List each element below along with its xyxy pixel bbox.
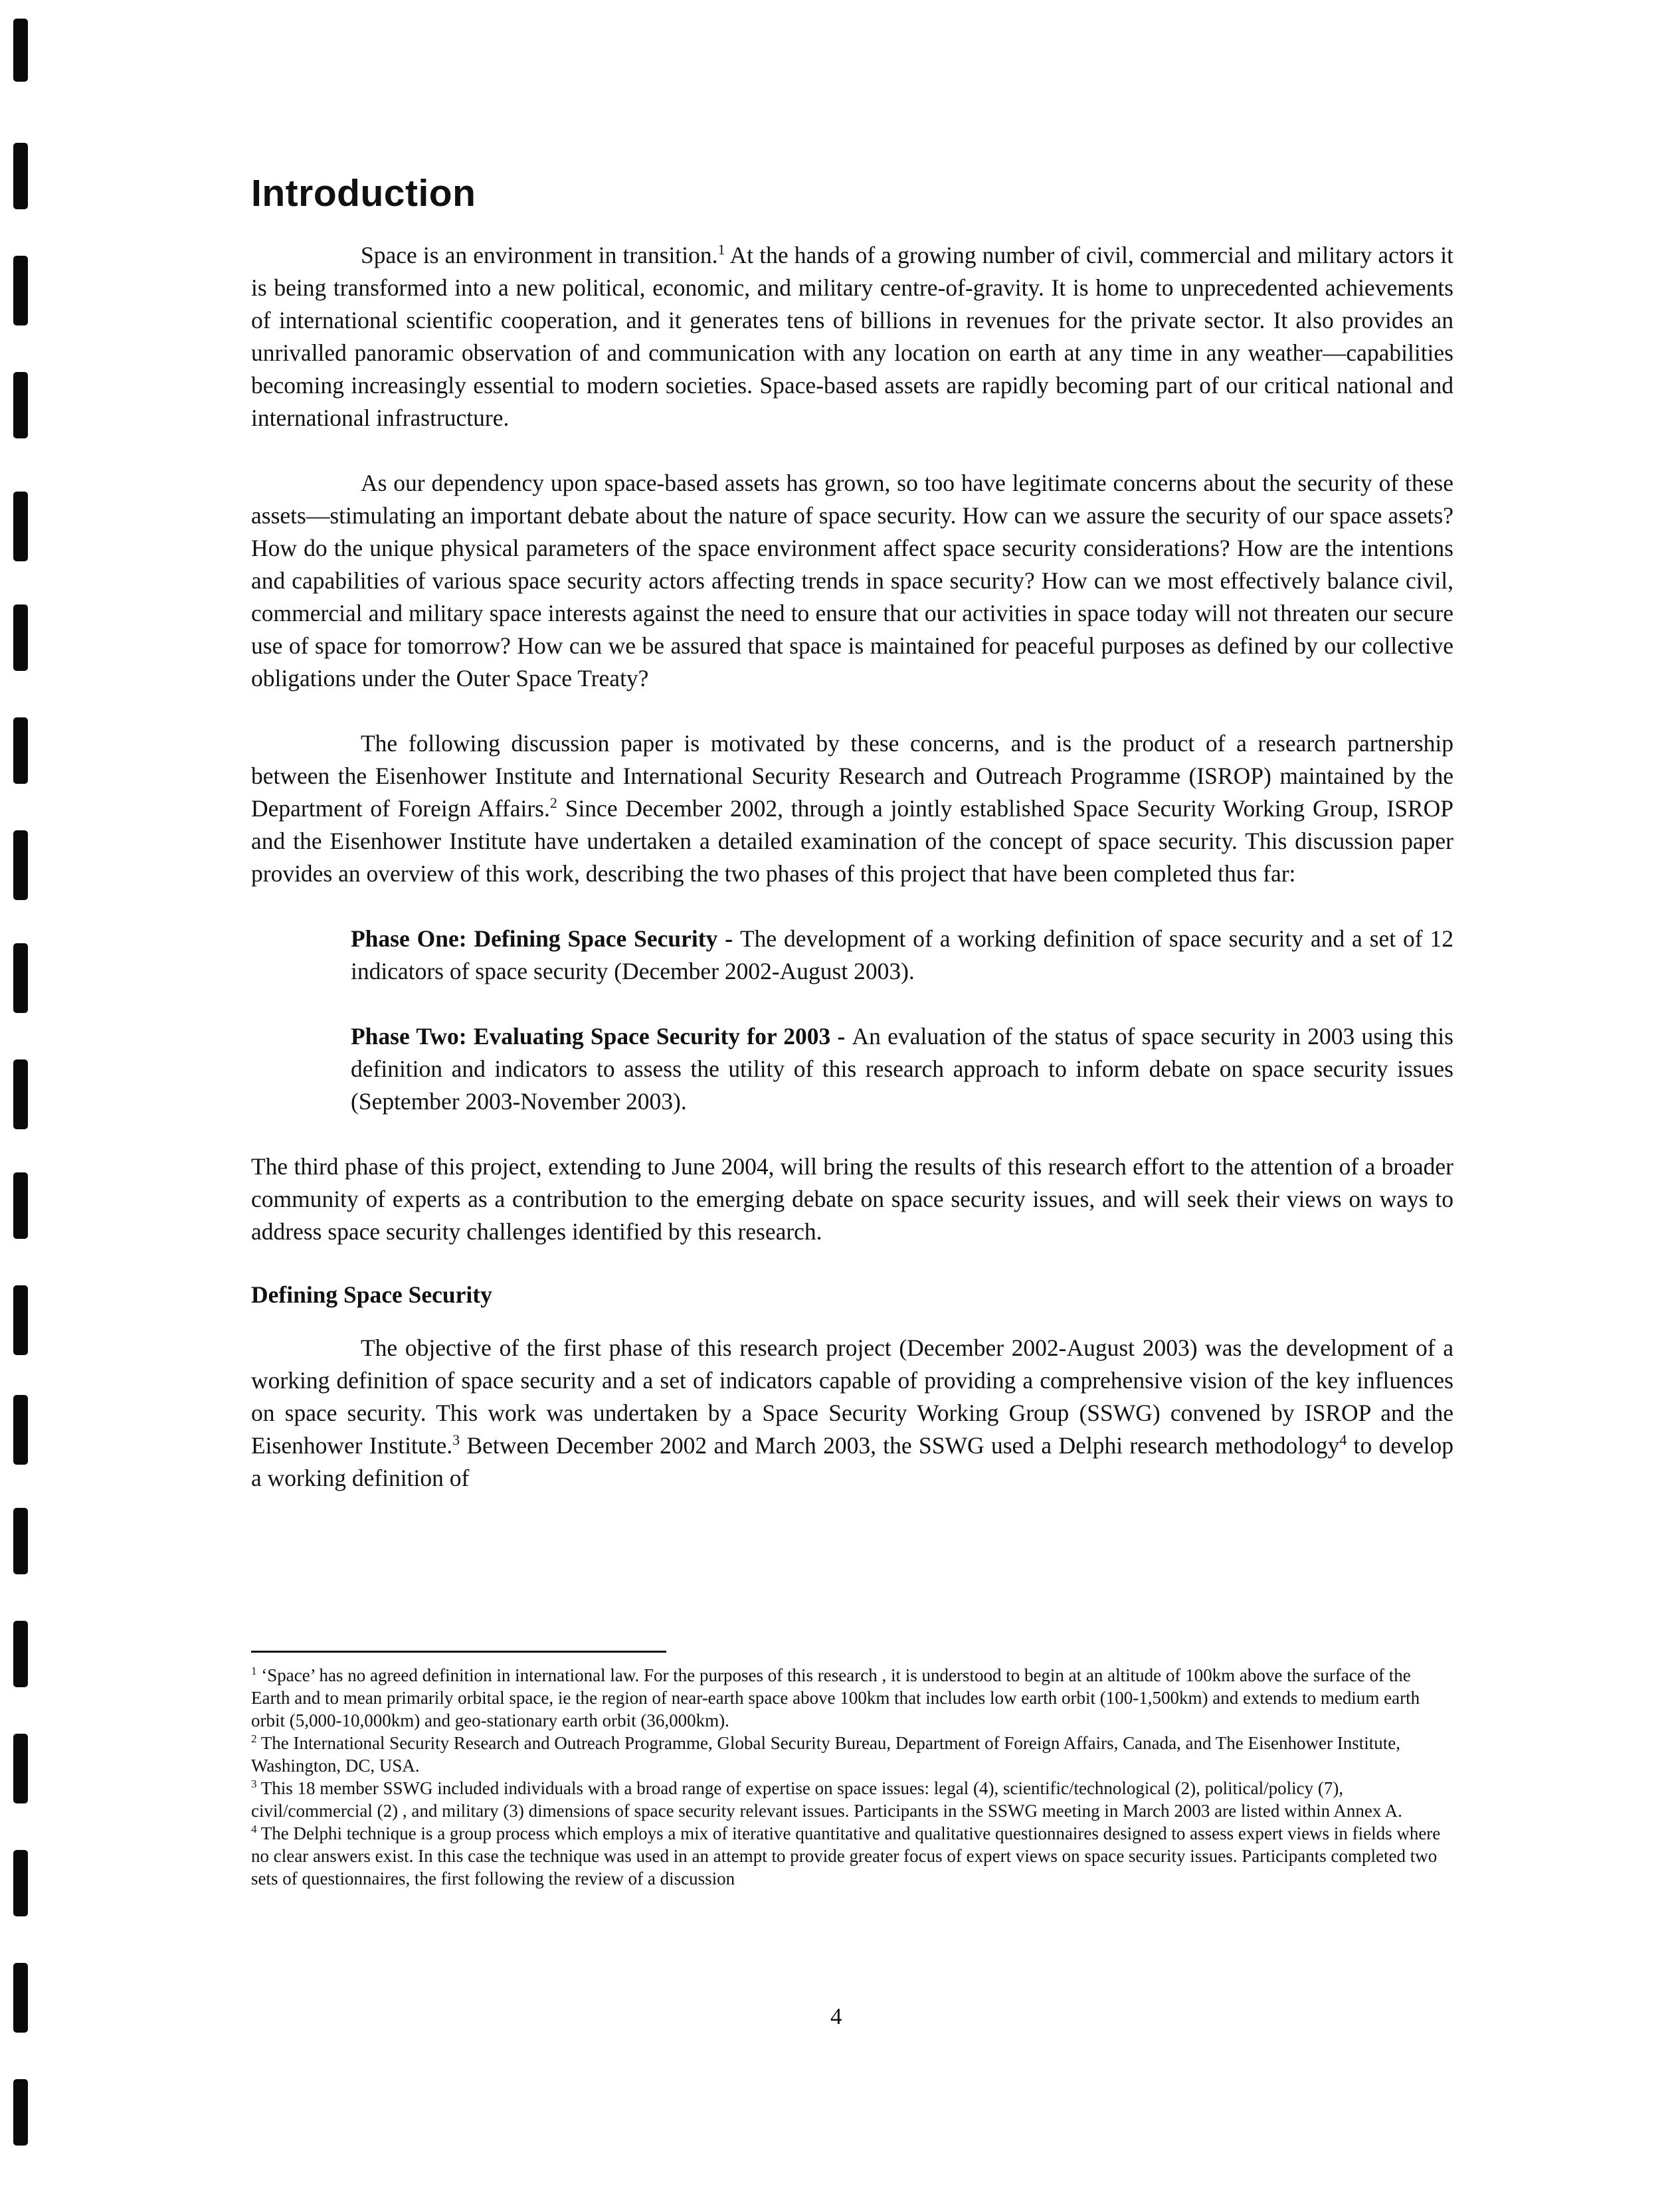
footnote-text: ‘Space’ has no agreed definition in international law. For the purposes of this research , it is understood to begin at an altitude of 100km above the surface of the Earth and to mean primarily orbital space, ie the region of near-earth space above 100km that includes low earth orbit (100-1,500km) and extends to medium earth orbit (5,000-10,000km) and geo-stationary earth orbit (36,000km). bbox=[251, 1665, 1420, 1730]
binding-mark bbox=[13, 1395, 28, 1465]
footnote-ref-1: 1 bbox=[717, 241, 725, 258]
paragraph-5-text-c: to develop a working definition of bbox=[251, 1432, 1453, 1491]
footnote-2 bbox=[251, 1732, 1453, 1777]
page-content bbox=[251, 171, 1453, 1527]
binding-mark bbox=[13, 1734, 28, 1803]
paragraph-2: As our dependency upon space-based assets has grown, so too have legitimate concerns about the security of these assets—stimulating an important debate about the nature of space security. How can we assure the security of our space assets? How do the unique physical parameters of the space environment affect space security considerations? How are the intentions and capabilities of various space security actors affecting trends in space security? How can we most effectively balance civil, commercial and military space interests against the need to ensure that our activities in space today will not threaten our secure use of space for tomorrow? How can we be assured that space is maintained for peaceful purposes as defined by our collective obligations under the Outer Space Treaty? bbox=[251, 470, 1453, 691]
paragraph-1-text-b: At the hands of a growing number of civil, commercial and military actors it is being transformed into a new political, economic, and military centre-of-gravity. It is home to unprecedented achievements of international scientific cooperation, and it generates tens of billions in revenues for the private sector. It also provides an unrivalled panoramic observation of and communication with any location on earth at any time in any weather—capabilities becoming increasingly essential to modern societies. Space-based assets are rapidly becoming part of our critical national and international infrastructure. bbox=[251, 242, 1453, 431]
paragraph-5 bbox=[251, 1332, 1453, 1495]
footnote-number: 2 bbox=[251, 1732, 257, 1745]
footnote-ref-4: 4 bbox=[1339, 1431, 1347, 1449]
footnote-text: This 18 member SSWG included individuals with a broad range of expertise on space issues: legal (4), scientific/technological (2), political/policy (7), civil/commercial (2) , and military (3) dimensions of space security relevant issues. Participants in the SSWG meeting in March 2003 are listed within Annex A. bbox=[251, 1778, 1402, 1821]
binding-mark bbox=[13, 1850, 28, 1916]
paragraph-3-text-b: Since December 2002, through a jointly established Space Security Working Group, ISROP and the Eisenhower Institute have undertaken a detailed examination of the concept of space security. This discussion paper provides an overview of this work, describing the two phases of this project that have been completed thus far: bbox=[251, 795, 1453, 887]
phase-two-text: An evaluation of the status of space security in 2003 using this definition and indicators to assess the utility of this research approach to inform debate on space security issues (September 2003-November 2003). bbox=[351, 1023, 1453, 1115]
paragraph-3-text-a: The following discussion paper is motivated by these concerns, and is the product of a research partnership between the Eisenhower Institute and International Security Research and Outreach Programme (ISROP) maintained by the Department of Foreign Affairs. bbox=[251, 730, 1453, 822]
binding-marks bbox=[13, 0, 40, 2206]
footnote-number: 3 bbox=[251, 1778, 257, 1790]
paragraph-5-text-a: The objective of the first phase of this research project (December 2002-August 2003) was the development of a working definition of space security and a set of indicators capable of providing a comprehensive vision of the key influences on space security. This work was undertaken by a Space Security Working Group (SSWG) convened by ISROP and the Eisenhower Institute. bbox=[251, 1334, 1453, 1459]
phase-two-label: Phase Two: Evaluating Space Security for 2003 - bbox=[351, 1023, 852, 1050]
binding-mark bbox=[13, 143, 28, 209]
binding-mark bbox=[13, 717, 28, 784]
footnote-text: The Delphi technique is a group process which employs a mix of iterative quantitative and qualitative questionnaires designed to assess expert views in fields where no clear answers exist. In this case the technique was used in an attempt to provide greater focus of expert views on space security issues. Participants completed two sets of questionnaires, the first following the review of a discussion bbox=[251, 1823, 1441, 1888]
page-title: Introduction bbox=[251, 172, 476, 215]
binding-mark bbox=[13, 256, 28, 325]
footnote-4 bbox=[251, 1822, 1453, 1890]
binding-mark bbox=[13, 492, 28, 561]
paragraph-3 bbox=[251, 727, 1453, 890]
binding-mark bbox=[13, 1508, 28, 1574]
binding-mark bbox=[13, 604, 28, 671]
phase-two bbox=[251, 1020, 1453, 1118]
binding-mark bbox=[13, 1963, 28, 2033]
paragraph-1 bbox=[251, 239, 1453, 434]
binding-mark bbox=[13, 19, 28, 82]
binding-mark bbox=[13, 1172, 28, 1239]
footnote-number: 4 bbox=[251, 1823, 257, 1835]
phase-one-text: The development of a working definition of space security and a set of 12 indicators of space security (December 2002-August 2003). bbox=[351, 925, 1453, 984]
paragraph-5-text-b: Between December 2002 and March 2003, the SSWG used a Delphi research methodology bbox=[460, 1432, 1340, 1459]
footnote-1 bbox=[251, 1664, 1453, 1732]
binding-mark bbox=[13, 372, 28, 438]
binding-mark bbox=[13, 830, 28, 900]
paragraph-4: The third phase of this project, extending to June 2004, will bring the results of this research effort to the attention of a broader community of experts as a contribution to the emerging debate on space security issues, and will seek their views on ways to address space security challenges identified by this research. bbox=[251, 1153, 1453, 1245]
page-number: 4 bbox=[830, 2003, 842, 2029]
binding-mark bbox=[13, 1285, 28, 1355]
footnotes bbox=[251, 1664, 1453, 1890]
footnote-number: 1 bbox=[251, 1665, 257, 1677]
footnote-text: The International Security Research and Outreach Programme, Global Security Bureau, Department of Foreign Affairs, Canada, and The Eisenhower Institute, Washington, DC, USA. bbox=[251, 1733, 1400, 1776]
section-heading: Defining Space Security bbox=[251, 1281, 492, 1308]
binding-mark bbox=[13, 943, 28, 1013]
binding-mark bbox=[13, 1621, 28, 1687]
footnote-ref-3: 3 bbox=[452, 1431, 460, 1449]
footnote-ref-2: 2 bbox=[549, 794, 557, 812]
binding-mark bbox=[13, 1059, 28, 1129]
paragraph-1-text-a: Space is an environment in transition. bbox=[361, 242, 718, 268]
phase-one bbox=[251, 923, 1453, 988]
footnote-divider bbox=[251, 1651, 666, 1653]
footnote-3 bbox=[251, 1777, 1453, 1822]
binding-mark bbox=[13, 2079, 28, 2146]
phase-one-label: Phase One: Defining Space Security - bbox=[351, 925, 740, 952]
